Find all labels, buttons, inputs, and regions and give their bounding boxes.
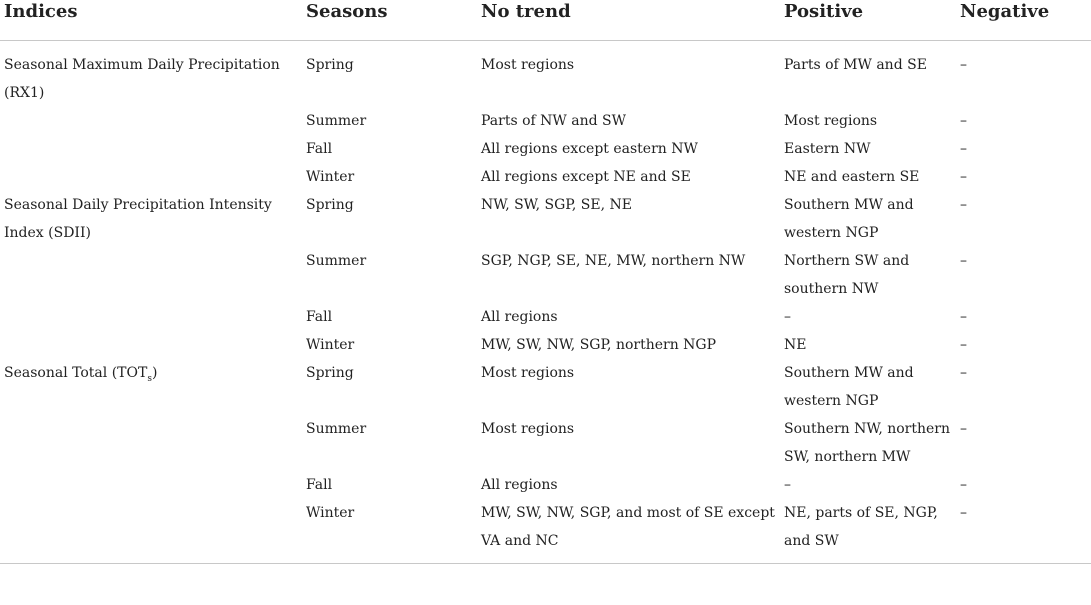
index-cell [0, 107, 303, 135]
table-row [0, 247, 1091, 303]
table-row [0, 499, 1091, 564]
negative-cell: – [960, 337, 967, 353]
negative-cell: – [960, 169, 967, 185]
index-cell [0, 415, 303, 471]
table-row [0, 331, 1091, 359]
index-cell: Seasonal Daily Precipitation Intensity Index (SDII) [4, 197, 272, 241]
positive-cell: Parts of MW and SE [784, 57, 927, 73]
negative-cell: – [960, 365, 967, 381]
positive-cell: NE, parts of SE, NGP, and SW [781, 499, 957, 564]
table-row [0, 135, 1091, 163]
table-row [0, 191, 1091, 247]
index-cell [0, 163, 303, 191]
season-cell: Spring [306, 365, 354, 381]
season-cell: Summer [306, 253, 367, 269]
positive-cell: NE and eastern SE [784, 169, 920, 185]
index-text: Seasonal Total (TOT [4, 365, 148, 381]
index-subscript: s [147, 373, 152, 384]
positive-cell: Southern MW and western NGP [784, 197, 914, 241]
table-row [0, 163, 1091, 191]
positive-cell: – [784, 309, 791, 325]
season-cell: Winter [303, 499, 478, 564]
no-trend-cell: MW, SW, NW, SGP, and most of SE except VA and NC [478, 499, 781, 564]
negative-cell: – [957, 499, 1091, 564]
header-seasons: Seasons [303, 0, 478, 41]
header-negative: Negative [957, 0, 1091, 41]
index-cell [0, 359, 303, 415]
no-trend-cell: All regions except NE and SE [481, 169, 691, 185]
positive-cell: Northern SW and southern NW [784, 253, 910, 297]
negative-cell: – [960, 421, 967, 437]
no-trend-cell: Most regions [481, 365, 575, 381]
no-trend-cell: Most regions [481, 421, 575, 437]
no-trend-cell: SGP, NGP, SE, NE, MW, northern NW [481, 253, 746, 269]
table-header [0, 0, 1091, 41]
negative-cell: – [960, 309, 967, 325]
positive-cell: – [784, 477, 791, 493]
no-trend-cell: Most regions [481, 57, 575, 73]
season-cell: Winter [306, 337, 355, 353]
season-cell: Spring [306, 197, 354, 213]
season-cell: Winter [306, 169, 355, 185]
index-cell [0, 303, 303, 331]
negative-cell: – [960, 141, 967, 157]
negative-cell: – [960, 57, 967, 73]
negative-cell: – [960, 477, 967, 493]
season-cell: Summer [306, 113, 367, 129]
header-indices: Indices [0, 0, 303, 41]
negative-cell: – [960, 253, 967, 269]
table-row [0, 359, 1091, 415]
no-trend-cell: MW, SW, NW, SGP, northern NGP [481, 337, 717, 353]
season-cell: Fall [306, 309, 333, 325]
season-cell: Spring [306, 57, 354, 73]
season-cell: Fall [306, 477, 333, 493]
index-cell [0, 331, 303, 359]
positive-cell: NE [784, 337, 807, 353]
negative-cell: – [960, 113, 967, 129]
no-trend-cell: All regions except eastern NW [481, 141, 698, 157]
table-row [0, 471, 1091, 499]
index-cell [0, 499, 303, 564]
table-body [0, 41, 1091, 564]
no-trend-cell: All regions [481, 477, 558, 493]
index-cell [0, 135, 303, 163]
season-cell: Summer [306, 421, 367, 437]
no-trend-cell: All regions [481, 309, 558, 325]
season-cell: Fall [306, 141, 333, 157]
positive-cell: Most regions [784, 113, 878, 129]
table-row [0, 303, 1091, 331]
header-row [0, 0, 1091, 41]
negative-cell: – [960, 197, 967, 213]
index-cell [0, 247, 303, 303]
index-cell [0, 471, 303, 499]
header-positive: Positive [781, 0, 957, 41]
positive-cell: Southern MW and western NGP [784, 365, 914, 409]
table-row [0, 107, 1091, 135]
no-trend-cell: NW, SW, SGP, SE, NE [481, 197, 632, 213]
index-cell: Seasonal Maximum Daily Precipitation (RX1) [4, 57, 280, 101]
header-no-trend: No trend [478, 0, 781, 41]
table-row [0, 415, 1091, 471]
table-row [0, 41, 1091, 108]
no-trend-cell: Parts of NW and SW [481, 113, 626, 129]
positive-cell: Eastern NW [784, 141, 871, 157]
positive-cell: Southern NW, northern SW, northern MW [784, 421, 950, 465]
index-text-end: ) [151, 365, 158, 381]
